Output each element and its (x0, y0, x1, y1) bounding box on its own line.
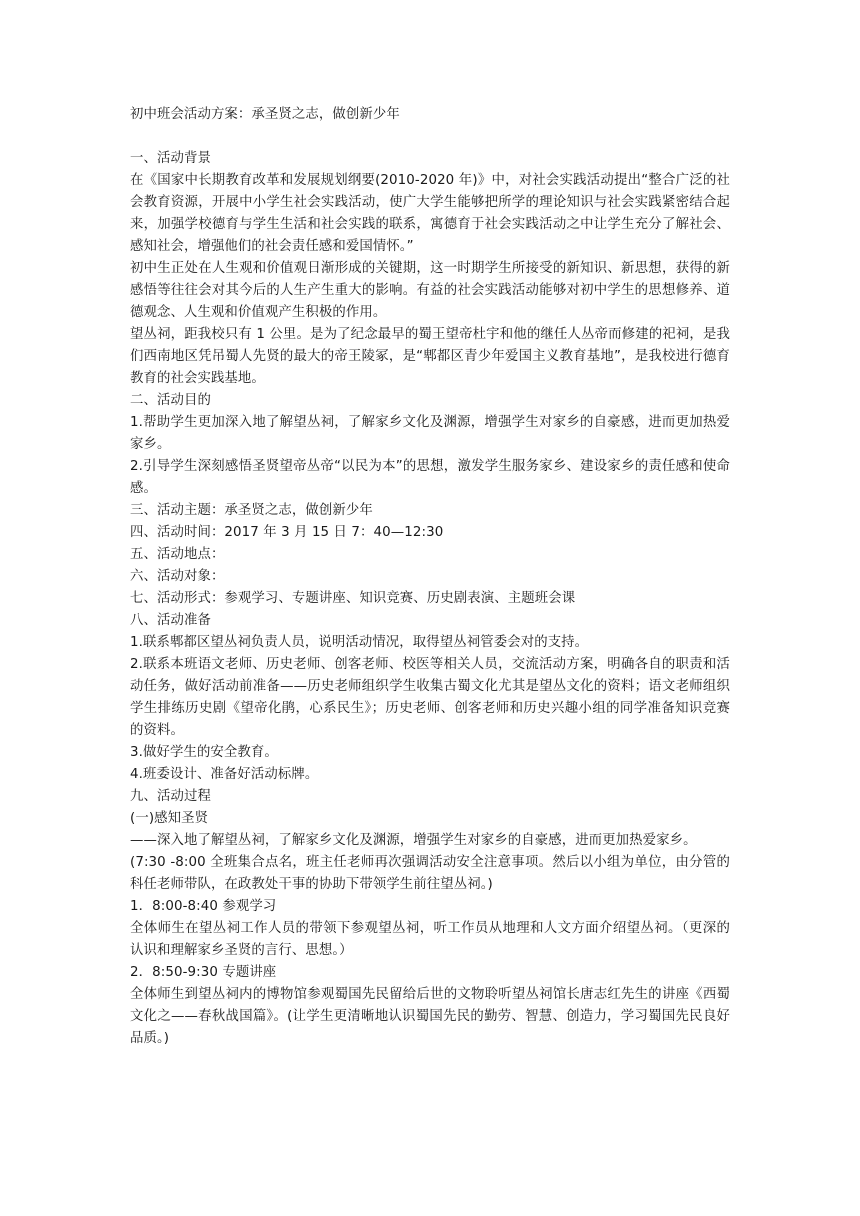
preparation-item-1: 1.联系郫都区望丛祠负责人员，说明活动情况，取得望丛祠管委会对的支持。 (130, 635, 589, 650)
document-title: 初中班会活动方案：承圣贤之志，做创新少年 (130, 107, 400, 122)
purpose-item-2: 2.引导学生深刻感悟圣贤望帝丛帝“以民为本”的思想，激发学生服务家乡、建设家乡的责任感和使命感。 (130, 459, 730, 496)
process-step-1-heading: 1．8:00-8:40 参观学习 (130, 899, 277, 914)
section-heading-process: 九、活动过程 (130, 789, 211, 804)
section-heading-format: 七、活动形式：参观学习、专题讲座、知识竞赛、历史剧表演、主题班会课 (130, 591, 576, 606)
preparation-item-2: 2.联系本班语文老师、历史老师、创客老师、校医等相关人员，交流活动方案，明确各自的职责和活动任务，做好活动前准备——历史老师组织学生收集古蜀文化尤其是望丛文化的资料；语文老师组织学生排练历史剧《望帝化鹃，心系民生》；历史老师、创客老师和历史兴趣小组的同学准备知识竞赛的资料。 (130, 657, 730, 738)
section-heading-preparation: 八、活动准备 (130, 613, 211, 628)
preparation-item-4: 4.班委设计、准备好活动标牌。 (130, 767, 319, 782)
process-step-2-text: 全体师生到望丛祠内的博物馆参观蜀国先民留给后世的文物聆听望丛祠馆长唐志红先生的讲座《西蜀文化之——春秋战国篇》。(让学生更清晰地认识蜀国先民的勤劳、智慧、创造力，学习蜀国先民良好品质。) (130, 987, 730, 1046)
section-heading-location: 五、活动地点： (130, 547, 225, 562)
process-step-2-heading: 2．8:50-9:30 专题讲座 (130, 965, 277, 980)
document-body (130, 104, 730, 1050)
section-heading-purpose: 二、活动目的 (130, 393, 211, 408)
section-heading-participants: 六、活动对象： (130, 569, 225, 584)
paragraph-background-site: 望丛祠，距我校只有 1 公里。是为了纪念最早的蜀王望帝杜宇和他的继任人丛帝而修建的祀祠，是我们西南地区凭吊蜀人先贤的最大的帝王陵冢，是“郫都区青少年爱国主义教育基地”，是我校进行德育教育的社会实践基地。 (130, 327, 730, 386)
section-heading-time: 四、活动时间：2017 年 3 月 15 日 7：40—12:30 (130, 525, 444, 540)
process-assembly-note: (7:30 -8:00 全班集合点名，班主任老师再次强调活动安全注意事项。然后以小组为单位，由分管的科任老师带队，在政教处干事的协助下带领学生前往望丛祠。) (130, 855, 730, 892)
purpose-item-1: 1.帮助学生更加深入地了解望丛祠，了解家乡文化及渊源，增强学生对家乡的自豪感，进而更加热爱家乡。 (130, 415, 730, 452)
paragraph-background-students: 初中生正处在人生观和价值观日渐形成的关键期，这一时期学生所接受的新知识、新思想，获得的新感悟等往往会对其今后的人生产生重大的影响。有益的社会实践活动能够对初中学生的思想修养、道德观念、人生观和价值观产生积极的作用。 (130, 261, 730, 320)
paragraph-background-policy: 在《国家中长期教育改革和发展规划纲要(2010-2020 年)》中，对社会实践活动提出“整合广泛的社会教育资源，开展中小学生社会实践活动，使广大学生能够把所学的理论知识与社会实践紧密结合起来，加强学校德育与学生生活和社会实践的联系，寓德育于社会实践活动之中让学生充分了解社会、感知社会，增强他们的社会责任感和爱国情怀。” (130, 173, 730, 254)
process-step-1-text: 全体师生在望丛祠工作人员的带领下参观望丛祠，听工作员从地理和人文方面介绍望丛祠。（更深的认识和理解家乡圣贤的言行、思想。） (130, 921, 730, 958)
preparation-item-3: 3.做好学生的安全教育。 (130, 745, 278, 760)
section-heading-background: 一、活动背景 (130, 151, 211, 166)
section-heading-theme: 三、活动主题：承圣贤之志，做创新少年 (130, 503, 373, 518)
process-subheading-1: (一)感知圣贤 (130, 811, 209, 826)
process-subheading-1-description: ——深入地了解望丛祠，了解家乡文化及渊源，增强学生对家乡的自豪感，进而更加热爱家乡。 (130, 833, 697, 848)
